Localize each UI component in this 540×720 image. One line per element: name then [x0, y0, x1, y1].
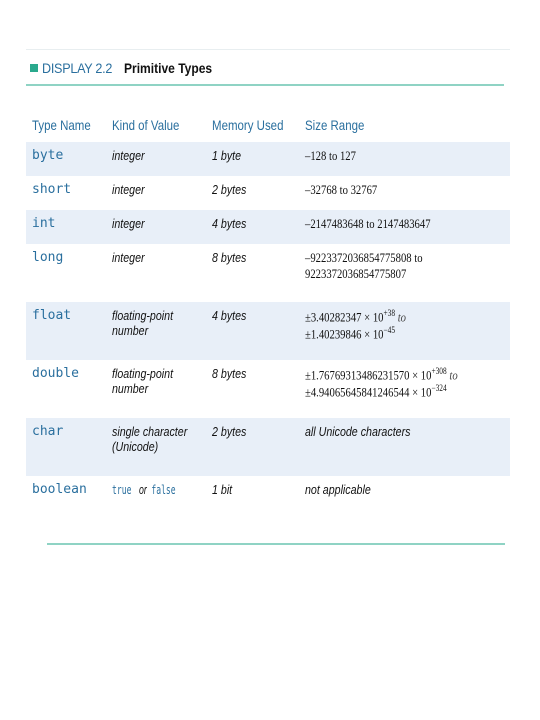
- bullet-square-icon: [30, 64, 38, 72]
- table-row: [26, 302, 510, 360]
- table-row: [26, 418, 510, 476]
- bottom-divider: [47, 543, 505, 545]
- type-name: long: [32, 250, 64, 265]
- size-range: $\pm 3.40282347 \times 10^{+38}$ to $\pm 1.40239846 \times 10^{-45}$: [299, 302, 510, 360]
- size-range: not applicable: [305, 482, 371, 497]
- display-label: DISPLAY 2.2: [42, 60, 113, 76]
- type-name: int: [26, 210, 106, 244]
- type-name: char: [26, 418, 106, 476]
- kind-of-value: integer: [106, 210, 206, 244]
- header-divider: [26, 84, 504, 86]
- header-kind-of-value: Kind of Value: [112, 117, 180, 133]
- kind-of-value: single character (Unicode): [106, 418, 206, 476]
- kind-of-value: floating-point number: [112, 366, 174, 396]
- size-range: –128 to 127: [299, 142, 510, 176]
- table-row: [26, 476, 510, 510]
- size-range: –2147483648 to 2147483647: [299, 210, 510, 244]
- memory-used: 8 bytes: [212, 366, 247, 381]
- type-name: float: [26, 302, 106, 360]
- display-title: Primitive Types: [123, 60, 213, 76]
- type-name: short: [32, 182, 72, 197]
- type-name: boolean: [32, 482, 87, 497]
- size-range: $\pm 1.76769313486231570 \times 10^{+308}$ to $\pm 4.94065645841246544 \times 10^{-324}$: [305, 366, 458, 400]
- memory-used: 1 byte: [206, 142, 299, 176]
- kind-of-value: integer: [106, 142, 206, 176]
- table-header-row: [26, 108, 510, 142]
- primitive-types-table: [26, 108, 510, 510]
- size-range: –32768 to 32767: [305, 182, 378, 197]
- table-row: [26, 210, 510, 244]
- table-row: [26, 142, 510, 176]
- table-row: [26, 244, 510, 302]
- display-header: [30, 58, 226, 78]
- header-memory-used: Memory Used: [212, 117, 284, 133]
- kind-of-value: integer: [112, 250, 145, 265]
- kind-of-value: integer: [112, 182, 145, 197]
- table-row: [26, 176, 510, 210]
- memory-used: 2 bytes: [206, 418, 299, 476]
- size-range: –9223372036854775808 to 9223372036854775807: [305, 250, 423, 281]
- memory-used: 2 bytes: [212, 182, 247, 197]
- header-type-name: Type Name: [32, 117, 91, 133]
- table-row: [26, 360, 510, 418]
- kind-of-value: true or false: [112, 482, 176, 497]
- size-range: all Unicode characters: [299, 418, 510, 476]
- memory-used: 4 bytes: [206, 210, 299, 244]
- kind-of-value: floating-point number: [106, 302, 206, 360]
- memory-used: 1 bit: [212, 482, 233, 497]
- type-name: double: [32, 366, 79, 381]
- top-divider: [26, 49, 510, 50]
- header-size-range: Size Range: [305, 117, 365, 133]
- memory-used: 8 bytes: [212, 250, 247, 265]
- type-name: byte: [26, 142, 106, 176]
- memory-used: 4 bytes: [206, 302, 299, 360]
